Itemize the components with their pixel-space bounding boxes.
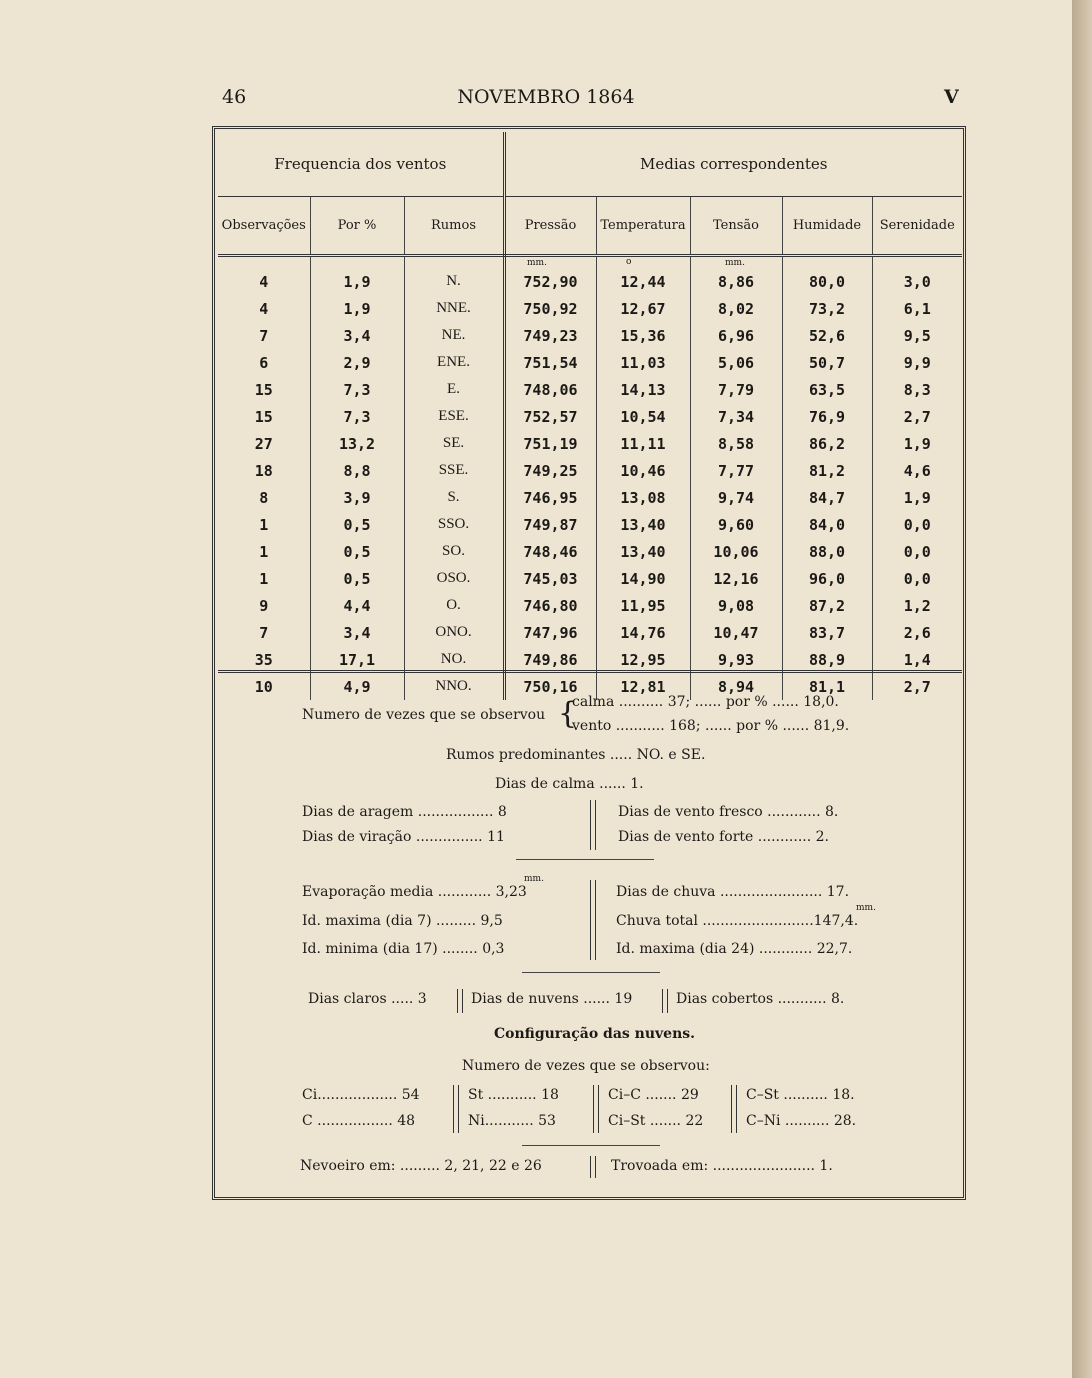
cell-serenidade: 3,0 [903, 272, 931, 291]
cloud-st: St ........... 18 [468, 1087, 559, 1103]
cloud-ci-c: Ci–C ....... 29 [608, 1087, 699, 1103]
cell-rumo: NNO. [404, 673, 504, 700]
cell-rumo: ENE. [404, 349, 504, 376]
cell-temperatura: 14,13 [596, 376, 690, 403]
cell-pressao: 749,25 [504, 457, 596, 484]
col-serenidade: Serenidade [872, 197, 962, 256]
cloud-c-ni: C–Ni .......... 28. [746, 1113, 857, 1129]
cell-rumo: NNE. [404, 295, 504, 322]
cell-rumo: N. [404, 256, 504, 296]
cell-observacoes: 7 [218, 322, 310, 349]
cell-por: 3,4 [310, 322, 404, 349]
cell-pressao: 748,46 [504, 538, 596, 565]
evaporacao-media: Evaporação media ............ 3,23 [302, 884, 527, 900]
cell-temperatura: 15,36 [596, 322, 690, 349]
cell-rumo: E. [404, 376, 504, 403]
cell-rumo: NE. [404, 322, 504, 349]
cell-por: 3,4 [310, 619, 404, 646]
cloud-ci-st: Ci–St ....... 22 [608, 1113, 704, 1129]
cell-humidade: 86,2 [782, 430, 872, 457]
cell-humidade: 87,2 [782, 592, 872, 619]
cell-tensao: 9,60 [690, 511, 782, 538]
cell-humidade: 84,7 [782, 484, 872, 511]
cell-tensao: 8,86 [690, 256, 782, 296]
cell-rumo: NO. [404, 646, 504, 673]
col-pressao: Pressão [504, 197, 596, 256]
cell-tensao: 12,16 [690, 565, 782, 592]
cloud-ni: Ni........... 53 [468, 1113, 556, 1129]
separator [731, 1085, 737, 1133]
cell-temperatura: 11,95 [596, 592, 690, 619]
table-row [218, 565, 962, 592]
col-rumos: Rumos [404, 197, 504, 256]
rule [522, 1145, 660, 1146]
cell-temperatura: 13,40 [596, 511, 690, 538]
cloud-c-st: C–St .......... 18. [746, 1087, 855, 1103]
cell-tensao: 7,77 [690, 457, 782, 484]
cell-pressao: 746,95 [504, 484, 596, 511]
table-row [218, 322, 962, 349]
cell-rumo: SO. [404, 538, 504, 565]
separator [453, 1085, 459, 1133]
cell-pressao: 750,16 [504, 673, 596, 700]
table-body [218, 256, 962, 701]
col-observacoes: Observações [218, 197, 310, 256]
cell-observacoes: 27 [218, 430, 310, 457]
group-header-frequencia: Frequencia dos ventos [218, 132, 504, 197]
cell-observacoes: 9 [218, 592, 310, 619]
cell-por: 0,5 [310, 538, 404, 565]
cell-temperatura: 13,08 [596, 484, 690, 511]
cell-serenidade: 9,5 [903, 326, 931, 345]
vento-line: vento ........... 168; ...... por % ...... 81,9. [572, 718, 850, 734]
numero-vezes-nuvens: Numero de vezes que se observou: [462, 1058, 710, 1074]
cell-humidade: 76,9 [782, 403, 872, 430]
cell-serenidade: 9,9 [903, 353, 931, 372]
cell-por: 0,5 [310, 565, 404, 592]
cell-por: 1,9 [310, 256, 404, 296]
separator [590, 800, 596, 850]
cloud-ci: Ci.................. 54 [302, 1087, 420, 1103]
cell-temperatura: 12,67 [596, 295, 690, 322]
cell-humidade: 84,0 [782, 511, 872, 538]
cell-humidade: 50,7 [782, 349, 872, 376]
cell-rumo: ESE. [404, 403, 504, 430]
cell-pressao: 748,06 [504, 376, 596, 403]
cell-humidade: 88,0 [782, 538, 872, 565]
cell-serenidade: 4,6 [903, 461, 931, 480]
cell-por: 7,3 [310, 403, 404, 430]
brace: { [558, 696, 578, 731]
cell-observacoes: 35 [218, 646, 310, 673]
configuracao-nuvens: Configuração das nuvens. [494, 1026, 696, 1042]
dias-vento-forte: Dias de vento forte ............ 2. [618, 829, 829, 845]
cell-tensao: 9,08 [690, 592, 782, 619]
table-row [218, 430, 962, 457]
table-row [218, 295, 962, 322]
unit-temperatura: o [626, 257, 632, 267]
cell-por: 7,3 [310, 376, 404, 403]
cell-pressao: 751,54 [504, 349, 596, 376]
cell-pressao: 747,96 [504, 619, 596, 646]
cell-humidade: 52,6 [782, 322, 872, 349]
cell-por: 1,9 [310, 295, 404, 322]
cell-tensao: 8,02 [690, 295, 782, 322]
cell-temperatura: 12,81 [596, 673, 690, 700]
dias-cobertos: Dias cobertos ........... 8. [676, 991, 845, 1007]
col-temperatura: Temperatura [596, 197, 690, 256]
cell-observacoes: 4 [218, 256, 310, 296]
chuva-total: Chuva total .........................147,4. [616, 913, 859, 929]
cell-tensao: 7,34 [690, 403, 782, 430]
cell-por: 17,1 [310, 646, 404, 673]
evaporacao-maxima: Id. maxima (dia 7) ......... 9,5 [302, 913, 503, 929]
cell-observacoes: 4 [218, 295, 310, 322]
rule [522, 972, 660, 973]
dias-vento-fresco: Dias de vento fresco ............ 8. [618, 804, 839, 820]
cell-tensao: 8,94 [690, 673, 782, 700]
dias-nuvens: Dias de nuvens ...... 19 [471, 991, 633, 1007]
cell-por: 2,9 [310, 349, 404, 376]
cell-tensao: 9,74 [690, 484, 782, 511]
cell-observacoes: 1 [218, 511, 310, 538]
dias-calma: Dias de calma ...... 1. [495, 776, 644, 792]
cell-temperatura: 11,11 [596, 430, 690, 457]
table-row [218, 484, 962, 511]
cell-humidade: 81,2 [782, 457, 872, 484]
cell-rumo: S. [404, 484, 504, 511]
cell-observacoes: 18 [218, 457, 310, 484]
cell-pressao: 750,92 [504, 295, 596, 322]
table-row [218, 538, 962, 565]
cell-serenidade: 1,2 [903, 596, 931, 615]
table-row [218, 457, 962, 484]
cell-tensao: 5,06 [690, 349, 782, 376]
cell-observacoes: 10 [218, 673, 310, 700]
cell-serenidade: 0,0 [903, 569, 931, 588]
dias-viracao: Dias de viração ............... 11 [302, 829, 505, 845]
cell-serenidade: 2,7 [903, 407, 931, 426]
table-row [218, 376, 962, 403]
cell-por: 0,5 [310, 511, 404, 538]
cell-temperatura: 12,44 [596, 256, 690, 296]
table-row [218, 619, 962, 646]
col-humidade: Humidade [782, 197, 872, 256]
dias-chuva: Dias de chuva ....................... 17. [616, 884, 850, 900]
unit-tensao: mm. [725, 258, 745, 268]
unit-mm-chuva: mm. [856, 903, 876, 913]
cell-rumo: ONO. [404, 619, 504, 646]
table-bottom-rule [218, 670, 962, 676]
cell-observacoes: 8 [218, 484, 310, 511]
cell-observacoes: 7 [218, 619, 310, 646]
rumos-predominantes: Rumos predominantes ..... NO. e SE. [446, 747, 706, 763]
col-por: Por % [310, 197, 404, 256]
cell-temperatura: 14,76 [596, 619, 690, 646]
cell-humidade: 81,1 [782, 673, 872, 700]
cell-pressao: 752,57 [504, 403, 596, 430]
cell-rumo: O. [404, 592, 504, 619]
cell-serenidade: 0,0 [903, 542, 931, 561]
cell-por: 13,2 [310, 430, 404, 457]
cell-rumo: SSO. [404, 511, 504, 538]
cell-humidade: 73,2 [782, 295, 872, 322]
cell-tensao: 10,06 [690, 538, 782, 565]
separator [593, 1085, 599, 1133]
table-row [218, 403, 962, 430]
page-number: 46 [222, 86, 247, 108]
cell-por: 3,9 [310, 484, 404, 511]
rule [516, 859, 654, 860]
cell-pressao: 745,03 [504, 565, 596, 592]
evaporacao-minima: Id. minima (dia 17) ........ 0,3 [302, 941, 505, 957]
cell-tensao: 8,58 [690, 430, 782, 457]
cell-por: 4,9 [310, 673, 404, 700]
cell-serenidade: 2,7 [903, 677, 931, 696]
table-row [218, 511, 962, 538]
cell-pressao: 749,87 [504, 511, 596, 538]
separator [590, 880, 596, 960]
cell-pressao: 752,90 [504, 256, 596, 296]
separator [457, 989, 463, 1013]
cell-pressao: 749,86 [504, 646, 596, 673]
group-header-medias: Medias correspondentes [504, 132, 962, 197]
cloud-c: C ................. 48 [302, 1113, 416, 1129]
wind-table [218, 132, 962, 700]
cell-por: 8,8 [310, 457, 404, 484]
cell-observacoes: 15 [218, 403, 310, 430]
cell-pressao: 746,80 [504, 592, 596, 619]
chuva-maxima: Id. maxima (dia 24) ............ 22,7. [616, 941, 853, 957]
table-row [218, 256, 962, 296]
cell-humidade: 96,0 [782, 565, 872, 592]
cell-tensao: 9,93 [690, 646, 782, 673]
cell-pressao: 751,19 [504, 430, 596, 457]
cell-humidade: 63,5 [782, 376, 872, 403]
cell-serenidade: 1,9 [903, 488, 931, 507]
cell-rumo: SE. [404, 430, 504, 457]
dias-aragem: Dias de aragem ................. 8 [302, 804, 507, 820]
col-tensao: Tensão [690, 197, 782, 256]
cell-observacoes: 1 [218, 565, 310, 592]
cell-temperatura: 11,03 [596, 349, 690, 376]
cell-serenidade: 8,3 [903, 380, 931, 399]
cell-humidade: 80,0 [782, 256, 872, 296]
cell-serenidade: 6,1 [903, 299, 931, 318]
calma-line: calma .......... 37; ...... por % ...... 18,0. [572, 694, 839, 710]
trovoada: Trovoada em: ....................... 1. [611, 1158, 833, 1174]
cell-rumo: OSO. [404, 565, 504, 592]
numero-label: Numero de vezes que se observou [302, 707, 546, 723]
cell-serenidade: 1,4 [903, 650, 931, 669]
page-edge [1072, 0, 1092, 1378]
volume-number: V [944, 86, 959, 108]
cell-observacoes: 6 [218, 349, 310, 376]
cell-observacoes: 15 [218, 376, 310, 403]
cell-serenidade: 0,0 [903, 515, 931, 534]
cell-serenidade: 1,9 [903, 434, 931, 453]
dias-claros: Dias claros ..... 3 [308, 991, 427, 1007]
cell-tensao: 10,47 [690, 619, 782, 646]
unit-pressao: mm. [527, 258, 547, 268]
cell-temperatura: 10,54 [596, 403, 690, 430]
cell-temperatura: 12,95 [596, 646, 690, 673]
nevoeiro: Nevoeiro em: ......... 2, 21, 22 e 26 [300, 1158, 542, 1174]
cell-serenidade: 2,6 [903, 623, 931, 642]
cell-rumo: SSE. [404, 457, 504, 484]
table-row [218, 592, 962, 619]
separator [590, 1156, 596, 1178]
separator [662, 989, 668, 1013]
cell-humidade: 88,9 [782, 646, 872, 673]
cell-tensao: 7,79 [690, 376, 782, 403]
table-row [218, 349, 962, 376]
cell-tensao: 6,96 [690, 322, 782, 349]
table-row [218, 646, 962, 673]
cell-temperatura: 14,90 [596, 565, 690, 592]
page-title: NOVEMBRO 1864 [457, 86, 635, 108]
cell-por: 4,4 [310, 592, 404, 619]
unit-mm-evap: mm. [524, 874, 544, 884]
cell-temperatura: 10,46 [596, 457, 690, 484]
cell-pressao: 749,23 [504, 322, 596, 349]
cell-observacoes: 1 [218, 538, 310, 565]
cell-humidade: 83,7 [782, 619, 872, 646]
cell-temperatura: 13,40 [596, 538, 690, 565]
